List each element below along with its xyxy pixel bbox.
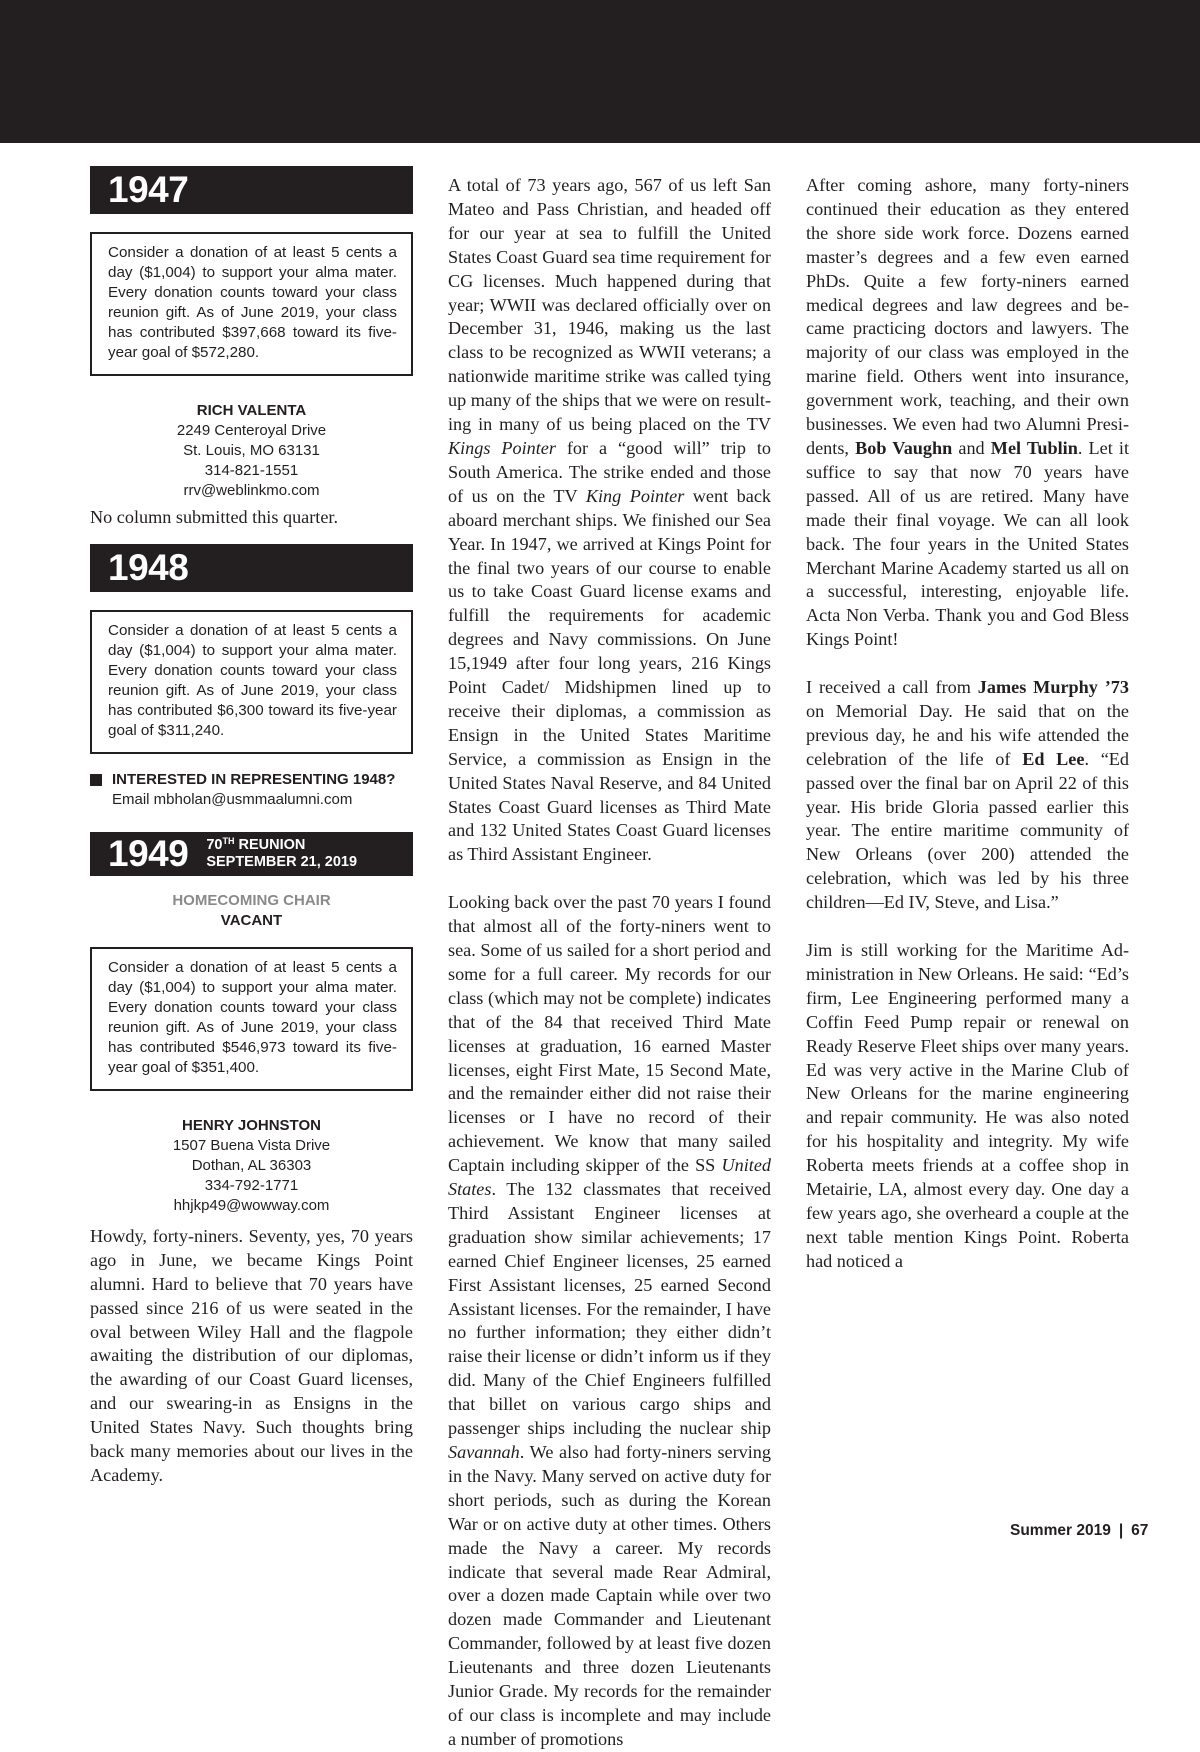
reunion-suffix: TH	[222, 835, 235, 846]
article-paragraph	[448, 891, 771, 1752]
donation-box: Consider a donation of at least 5 cents a day ($1,004) to support your alma mater. Every donation counts toward your class reunion gift. As of June 2019, your class has contributed $6,300 toward its five-year goal of $311,240.	[90, 610, 413, 754]
footer-separator: |	[1118, 1522, 1124, 1539]
text-run: on Memorial Day. He said that on the previous day, he and his wife attended the celebration of the life of	[806, 700, 1129, 769]
contact-city: St. Louis, MO 63131	[183, 442, 320, 459]
contact-city: Dothan, AL 36303	[191, 1156, 312, 1174]
page-header-band	[0, 0, 1200, 143]
issue-label: Summer 2019	[1010, 1522, 1111, 1539]
reunion-date: SEPTEMBER 21, 2019	[206, 853, 358, 870]
contact-email[interactable]: hhjkp49@wowway.com	[173, 1196, 330, 1214]
class-year-heading: 1949	[108, 832, 189, 874]
article-body-start	[90, 1225, 413, 1488]
contact-street: 1507 Buena Vista Drive	[172, 1136, 331, 1154]
text-run: . The 132 classmates that received Third Assistant Engineer licenses at graduation show similar achievements; 17 earned Chief Engineer licenses, 25 earned First Assistant licenses, 25 earned Second Assistant licenses. For the remainder, I have no further information; they either didn’t raise their license or didn’t inform us if they did. Many of the Chief Engineers fulfilled that billet on various cargo ships and passenger ships including the nuclear ship	[448, 1179, 771, 1439]
homecoming-chair	[90, 891, 413, 931]
article-paragraph: Jim is still working for the Maritime Administration in New Orleans. He said: “Ed’s firm, Lee Engineering performed many a Coffin Feed Pump repair or renewal on Ready Reserve Fleet ships over many years. Ed was very active in the Marine Club of New Orleans for the marine engineering and repair community. He was also noted for his hospitality and integrity. My wife Roberta meets friends at a coffee shop in Metairie, LA, almost every day. One day a few years ago, she overheard a couple at the next table mention Kings Point. Roberta had noticed a	[806, 939, 1129, 1271]
text-run: A total of 73 years ago, 567 of us left San Mateo and Pass Christian, and headed off for our year at sea to fulfill the United States Coast Guard sea time requirement for CG licenses. Much happened during that year; WWII was declared officially over on December 31, 1946, making us the last class to be recognized as WWII veterans; a nationwide maritime strike was called tying up many of the ships that we were on resulting in many of us being placed on the TV	[448, 175, 771, 435]
ship-name: Savannah	[448, 1442, 520, 1463]
callout-heading	[90, 770, 413, 790]
square-bullet-icon	[90, 774, 102, 786]
reunion-info	[206, 837, 357, 871]
no-column-note: No column submitted this quarter.	[90, 507, 339, 527]
callout-email[interactable]: Email mbholan@usmmaalumni.com	[112, 790, 353, 808]
contact-name: RICH VALENTA	[196, 402, 307, 419]
text-run: and	[952, 437, 991, 458]
person-name: Mel Tublin	[990, 437, 1078, 458]
contact-phone: 334-792-1771	[204, 1176, 299, 1194]
class-secretary-contact	[90, 401, 413, 501]
class-year-heading: 1948	[108, 546, 189, 588]
article-paragraph	[806, 676, 1129, 915]
middle-column	[448, 174, 771, 1749]
donation-box: Consider a donation of at least 5 cents a day ($1,004) to support your alma mater. Every donation counts toward your class reunion gift. As of June 2019, your class has contributed $546,973 toward its five-year goal of $351,400.	[90, 947, 413, 1091]
homecoming-chair-value: VACANT	[220, 911, 283, 929]
representative-callout	[90, 770, 413, 810]
person-name: Bob Vaughn	[855, 437, 953, 458]
text-run: Looking back over the past 70 years I found that almost all of the forty-niners went to sea. Some of us sailed for a short period and some for a full career. My records for our class (which may not be complete) indicates that of the 84 that received Third Mate licenses at graduation, 16 earned Master licenses, eight First Mate, 15 Second Mate, and the remainder either did not raise their licenses or I have no record of their achievement. We know that many sailed Captain including skipper of the SS	[448, 892, 771, 1176]
article-paragraph: Howdy, forty-niners. Seventy, yes, 70 years ago in June, we became Kings Point alumni. Hard to believe that 70 years have passed since 216 of us were seated in the oval between Wiley Hall and the flagpole awaiting the distribution of our diplomas, the awarding of our Coast Guard licenses, and our swearing-in as Ensigns in the United States Navy. Such thoughts bring back many memories about our lives in the Academy.	[90, 1225, 413, 1485]
text-run: After coming ashore, many forty-niners continued their education as they entered the shore side work force. Dozens earned master’s degrees and a few even earned PhDs. Quite a few forty-niners earned medical degrees and law degrees and became practicing doctors and lawyers. The majority of our class was employed in the marine field. Others went into insurance, government work, teaching, and their own businesses. We even had two Alumni Presidents,	[806, 175, 1129, 458]
text-run: . “Ed passed over the final bar on April 22 of this year. His bride Gloria passed earlier this year. The entire maritime community of New Orleans (over 200) attended the celebration, which was led by his three children—Ed IV, Steve, and Lisa.”	[806, 748, 1129, 913]
class-1949-banner	[90, 832, 413, 876]
class-1947-banner	[90, 166, 413, 214]
person-name: Ed Lee	[1022, 748, 1085, 769]
donation-box: Consider a donation of at least 5 cents a day ($1,004) to support your alma mater. Every donation counts toward your class reunion gift. As of June 2019, your class has contributed $397,668 toward its five-year goal of $572,280.	[90, 232, 413, 376]
class-1948-banner	[90, 544, 413, 592]
contact-street: 2249 Centeroyal Drive	[176, 422, 327, 439]
contact-email[interactable]: rrv@weblinkmo.com	[183, 482, 320, 499]
contact-name: HENRY JOHNSTON	[182, 1116, 321, 1134]
reunion-number: 70	[206, 836, 223, 853]
page-number: 67	[1131, 1522, 1149, 1539]
text-run: I received a call from	[806, 677, 978, 698]
text-run: . Let it suffice to say that now 70 years have passed. All of us are retired. Many have made their final voyage. We can all look back. The four years in the United States Merchant Marine Academy started us all on a successful, interesting, enjoyable life. Acta Non Verba. Thank you and God Bless Kings Point!	[806, 437, 1130, 650]
ship-name: United States	[448, 1155, 771, 1200]
reunion-word: REUNION	[238, 836, 306, 853]
class-secretary-contact	[90, 1116, 413, 1216]
text-run: for a “good will” trip to South America. The strike ended and those of us on the TV	[448, 437, 771, 506]
page-footer	[1010, 1522, 1148, 1540]
text-run: . We also had forty-niners serving in the Navy. Many served on active duty for short periods, such as during the Korean War or on active duty at other times. Others made the Navy a career. My records indicate that several made Rear Admiral, over a dozen made Captain while over two dozen made Commander and Lieutenant Commander, followed by at least five dozen Lieutenants and three dozen Lieutenants Junior Grade. My records for the remainder of our class is incomplete and may include a number of promotions	[448, 1442, 771, 1749]
callout-heading-text: INTERESTED IN REPRESENTING 1948?	[112, 770, 396, 788]
left-column	[90, 166, 413, 1488]
ship-name: Kings Pointer	[448, 437, 556, 458]
person-name: James Murphy ’73	[977, 677, 1129, 698]
class-year-heading: 1947	[108, 169, 189, 210]
text-run: went back aboard merchant ships. We finished our Sea Year. In 1947, we arrived at Kings Point for the final two years of our course to enable us to take Coast Guard license exams and fulfill the requirements for academic degrees and Navy commissions. On June 15,1949 after four long years, 216 Kings Point Cadet/ Midshipmen lined up to receive their diplomas, a commission as Ensign in the United States Maritime Service, a commission as Ensign in the United States Naval Reserve, and 84 United States Coast Guard licenses as Third Mate and 132 United States Coast Guard licenses as Third Assistant Engineer.	[448, 485, 771, 865]
contact-phone: 314-821-1551	[204, 462, 299, 479]
ship-name: King Pointer	[585, 485, 685, 506]
article-paragraph	[806, 174, 1129, 652]
right-column	[806, 174, 1129, 1274]
article-paragraph	[448, 174, 771, 867]
homecoming-chair-label: HOMECOMING CHAIR	[172, 891, 331, 909]
